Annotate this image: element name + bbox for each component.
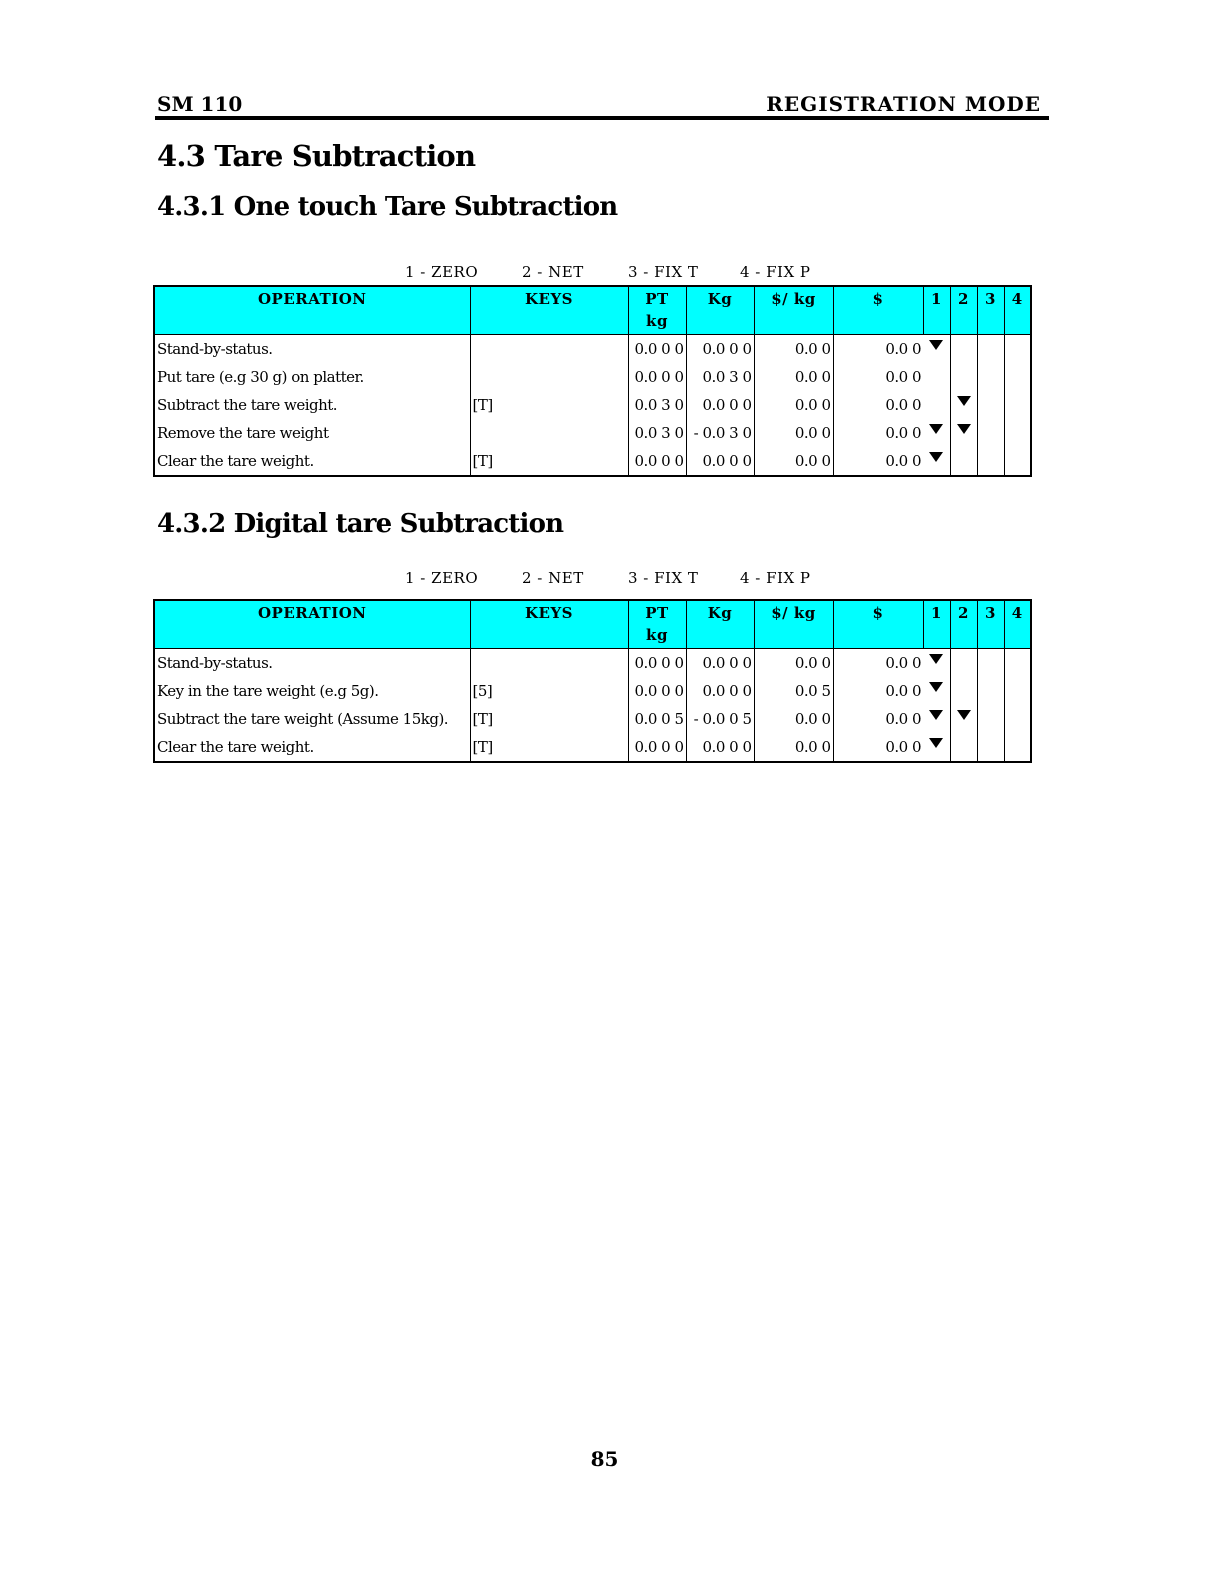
col-ind-2: 2: [950, 600, 977, 649]
col-ind-3: 3: [977, 286, 1004, 335]
operation-cell: Key in the tare weight (e.g 5g).: [157, 682, 379, 700]
kg-cell: 0.0 0 0: [686, 733, 754, 762]
kg-cell: 0.0 0 0: [686, 447, 754, 476]
kg-cell: 0.0 0 0: [686, 677, 754, 705]
dollar-cell: 0.0 0: [833, 363, 923, 391]
indicator-cell-1: [923, 705, 950, 733]
indicator-cell-3: [977, 363, 1004, 391]
header-rule: [155, 116, 1049, 120]
indicator-triangle-icon: [957, 710, 971, 720]
pt-cell: 0.0 0 0: [628, 649, 686, 678]
indicator-cell-4: [1004, 447, 1031, 476]
keys-cell: [T]: [470, 391, 628, 419]
col-ind-3: 3: [977, 600, 1004, 649]
indicator-cell-4: [1004, 649, 1031, 678]
indicator-triangle-icon: [929, 710, 943, 720]
price-cell: 0.0 0: [754, 649, 833, 678]
table-row: [154, 733, 1031, 762]
indicator-cell-1: [923, 649, 950, 678]
col-ind-1: 1: [923, 286, 950, 335]
dollar-cell: 0.0 0: [833, 705, 923, 733]
indicator-cell-2: [950, 419, 977, 447]
table-row: [154, 335, 1031, 364]
dollar-cell: 0.0 0: [833, 335, 923, 364]
indicator-cell-1: [923, 363, 950, 391]
legend-net: 2 - NET: [522, 263, 584, 281]
col-keys: KEYS: [470, 286, 628, 335]
indicator-cell-2: [950, 363, 977, 391]
indicator-cell-3: [977, 677, 1004, 705]
operation-cell: Clear the tare weight.: [157, 738, 314, 756]
header-mode: REGISTRATION MODE: [766, 92, 1041, 116]
kg-cell: 0.0 0 0: [686, 649, 754, 678]
price-cell: 0.0 0: [754, 419, 833, 447]
col-keys: KEYS: [470, 600, 628, 649]
col-kg: Kg: [686, 286, 754, 335]
operation-cell: Clear the tare weight.: [157, 452, 314, 470]
indicator-cell-2: [950, 335, 977, 364]
page-number: 85: [590, 1447, 619, 1471]
legend-fix-p: 4 - FIX P: [740, 569, 811, 587]
legend-fix-t: 3 - FIX T: [628, 569, 699, 587]
indicator-cell-2: [950, 705, 977, 733]
legend-zero: 1 - ZERO: [405, 263, 479, 281]
pt-cell: 0.0 0 0: [628, 733, 686, 762]
table-row: [154, 705, 1031, 733]
operation-cell: Subtract the tare weight.: [157, 396, 338, 414]
col-price-per-kg: $/ kg: [754, 600, 833, 649]
indicator-cell-3: [977, 419, 1004, 447]
operation-cell: Subtract the tare weight (Assume 15kg).: [157, 710, 449, 728]
col-ind-4: 4: [1004, 600, 1031, 649]
keys-cell: [470, 649, 628, 678]
operation-cell: Remove the tare weight: [157, 424, 329, 442]
indicator-triangle-icon: [929, 682, 943, 692]
table-row: [154, 649, 1031, 678]
indicator-cell-3: [977, 391, 1004, 419]
table2-title: 4.3.2 Digital tare Subtraction: [157, 509, 564, 539]
kg-cell: 0.0 0 0: [686, 335, 754, 364]
indicator-cell-4: [1004, 335, 1031, 364]
price-cell: 0.0 0: [754, 391, 833, 419]
price-cell: 0.0 0: [754, 363, 833, 391]
table-row: [154, 447, 1031, 476]
pt-cell: 0.0 0 5: [628, 705, 686, 733]
table-row: [154, 391, 1031, 419]
operation-cell: Stand-by-status.: [157, 340, 273, 358]
indicator-cell-2: [950, 447, 977, 476]
col-pt: PT kg: [628, 286, 686, 335]
price-cell: 0.0 0: [754, 705, 833, 733]
operation-table-2: [153, 599, 1032, 763]
col-ind-1: 1: [923, 600, 950, 649]
kg-cell: 0.0 0 0: [686, 391, 754, 419]
col-pt: PT kg: [628, 600, 686, 649]
table-row: [154, 363, 1031, 391]
indicator-cell-4: [1004, 733, 1031, 762]
pt-cell: 0.0 0 0: [628, 677, 686, 705]
col-operation: OPERATION: [154, 286, 470, 335]
indicator-triangle-icon: [929, 654, 943, 664]
table-row: [154, 677, 1031, 705]
keys-cell: [470, 419, 628, 447]
indicator-cell-3: [977, 649, 1004, 678]
indicator-cell-4: [1004, 363, 1031, 391]
indicator-cell-4: [1004, 391, 1031, 419]
indicator-cell-4: [1004, 705, 1031, 733]
pt-cell: 0.0 0 0: [628, 363, 686, 391]
dollar-cell: 0.0 0: [833, 419, 923, 447]
keys-cell: [T]: [470, 733, 628, 762]
price-cell: 0.0 0: [754, 447, 833, 476]
operation-cell: Put tare (e.g 30 g) on platter.: [157, 368, 364, 386]
section-title: 4.3 Tare Subtraction: [157, 139, 476, 173]
pt-cell: 0.0 0 0: [628, 447, 686, 476]
price-cell: 0.0 0: [754, 335, 833, 364]
table1-title: 4.3.1 One touch Tare Subtraction: [157, 192, 618, 222]
indicator-cell-1: [923, 447, 950, 476]
dollar-cell: 0.0 0: [833, 677, 923, 705]
legend-fix-p: 4 - FIX P: [740, 263, 811, 281]
price-cell: 0.0 5: [754, 677, 833, 705]
indicator-cell-3: [977, 705, 1004, 733]
dollar-cell: 0.0 0: [833, 649, 923, 678]
col-kg: Kg: [686, 600, 754, 649]
indicator-triangle-icon: [929, 424, 943, 434]
keys-cell: [T]: [470, 705, 628, 733]
dollar-cell: 0.0 0: [833, 391, 923, 419]
dollar-cell: 0.0 0: [833, 447, 923, 476]
indicator-cell-1: [923, 419, 950, 447]
indicator-cell-2: [950, 649, 977, 678]
table-row: [154, 419, 1031, 447]
indicator-cell-2: [950, 733, 977, 762]
pt-cell: 0.0 0 0: [628, 335, 686, 364]
indicator-triangle-icon: [929, 452, 943, 462]
pt-cell: 0.0 3 0: [628, 391, 686, 419]
kg-cell: 0.0 3 0: [686, 363, 754, 391]
indicator-cell-4: [1004, 677, 1031, 705]
indicator-cell-1: [923, 677, 950, 705]
kg-cell: - 0.0 3 0: [686, 419, 754, 447]
col-ind-2: 2: [950, 286, 977, 335]
indicator-triangle-icon: [957, 424, 971, 434]
col-operation: OPERATION: [154, 600, 470, 649]
indicator-cell-3: [977, 733, 1004, 762]
col-price-per-kg: $/ kg: [754, 286, 833, 335]
indicator-cell-2: [950, 677, 977, 705]
indicator-cell-3: [977, 447, 1004, 476]
keys-cell: [T]: [470, 447, 628, 476]
price-cell: 0.0 0: [754, 733, 833, 762]
col-ind-4: 4: [1004, 286, 1031, 335]
indicator-cell-1: [923, 733, 950, 762]
indicator-triangle-icon: [957, 396, 971, 406]
table-header-row: [154, 600, 1031, 649]
legend-net: 2 - NET: [522, 569, 584, 587]
header-model: SM 110: [157, 92, 243, 116]
keys-cell: [470, 363, 628, 391]
indicator-triangle-icon: [929, 738, 943, 748]
indicator-cell-4: [1004, 419, 1031, 447]
keys-cell: [470, 335, 628, 364]
indicator-cell-1: [923, 335, 950, 364]
keys-cell: [5]: [470, 677, 628, 705]
pt-cell: 0.0 3 0: [628, 419, 686, 447]
dollar-cell: 0.0 0: [833, 733, 923, 762]
kg-cell: - 0.0 0 5: [686, 705, 754, 733]
col-dollar: $: [833, 286, 923, 335]
operation-cell: Stand-by-status.: [157, 654, 273, 672]
col-dollar: $: [833, 600, 923, 649]
legend-zero: 1 - ZERO: [405, 569, 479, 587]
table-header-row: [154, 286, 1031, 335]
indicator-triangle-icon: [929, 340, 943, 350]
indicator-cell-1: [923, 391, 950, 419]
indicator-cell-3: [977, 335, 1004, 364]
legend-fix-t: 3 - FIX T: [628, 263, 699, 281]
indicator-cell-2: [950, 391, 977, 419]
operation-table-1: [153, 285, 1032, 477]
